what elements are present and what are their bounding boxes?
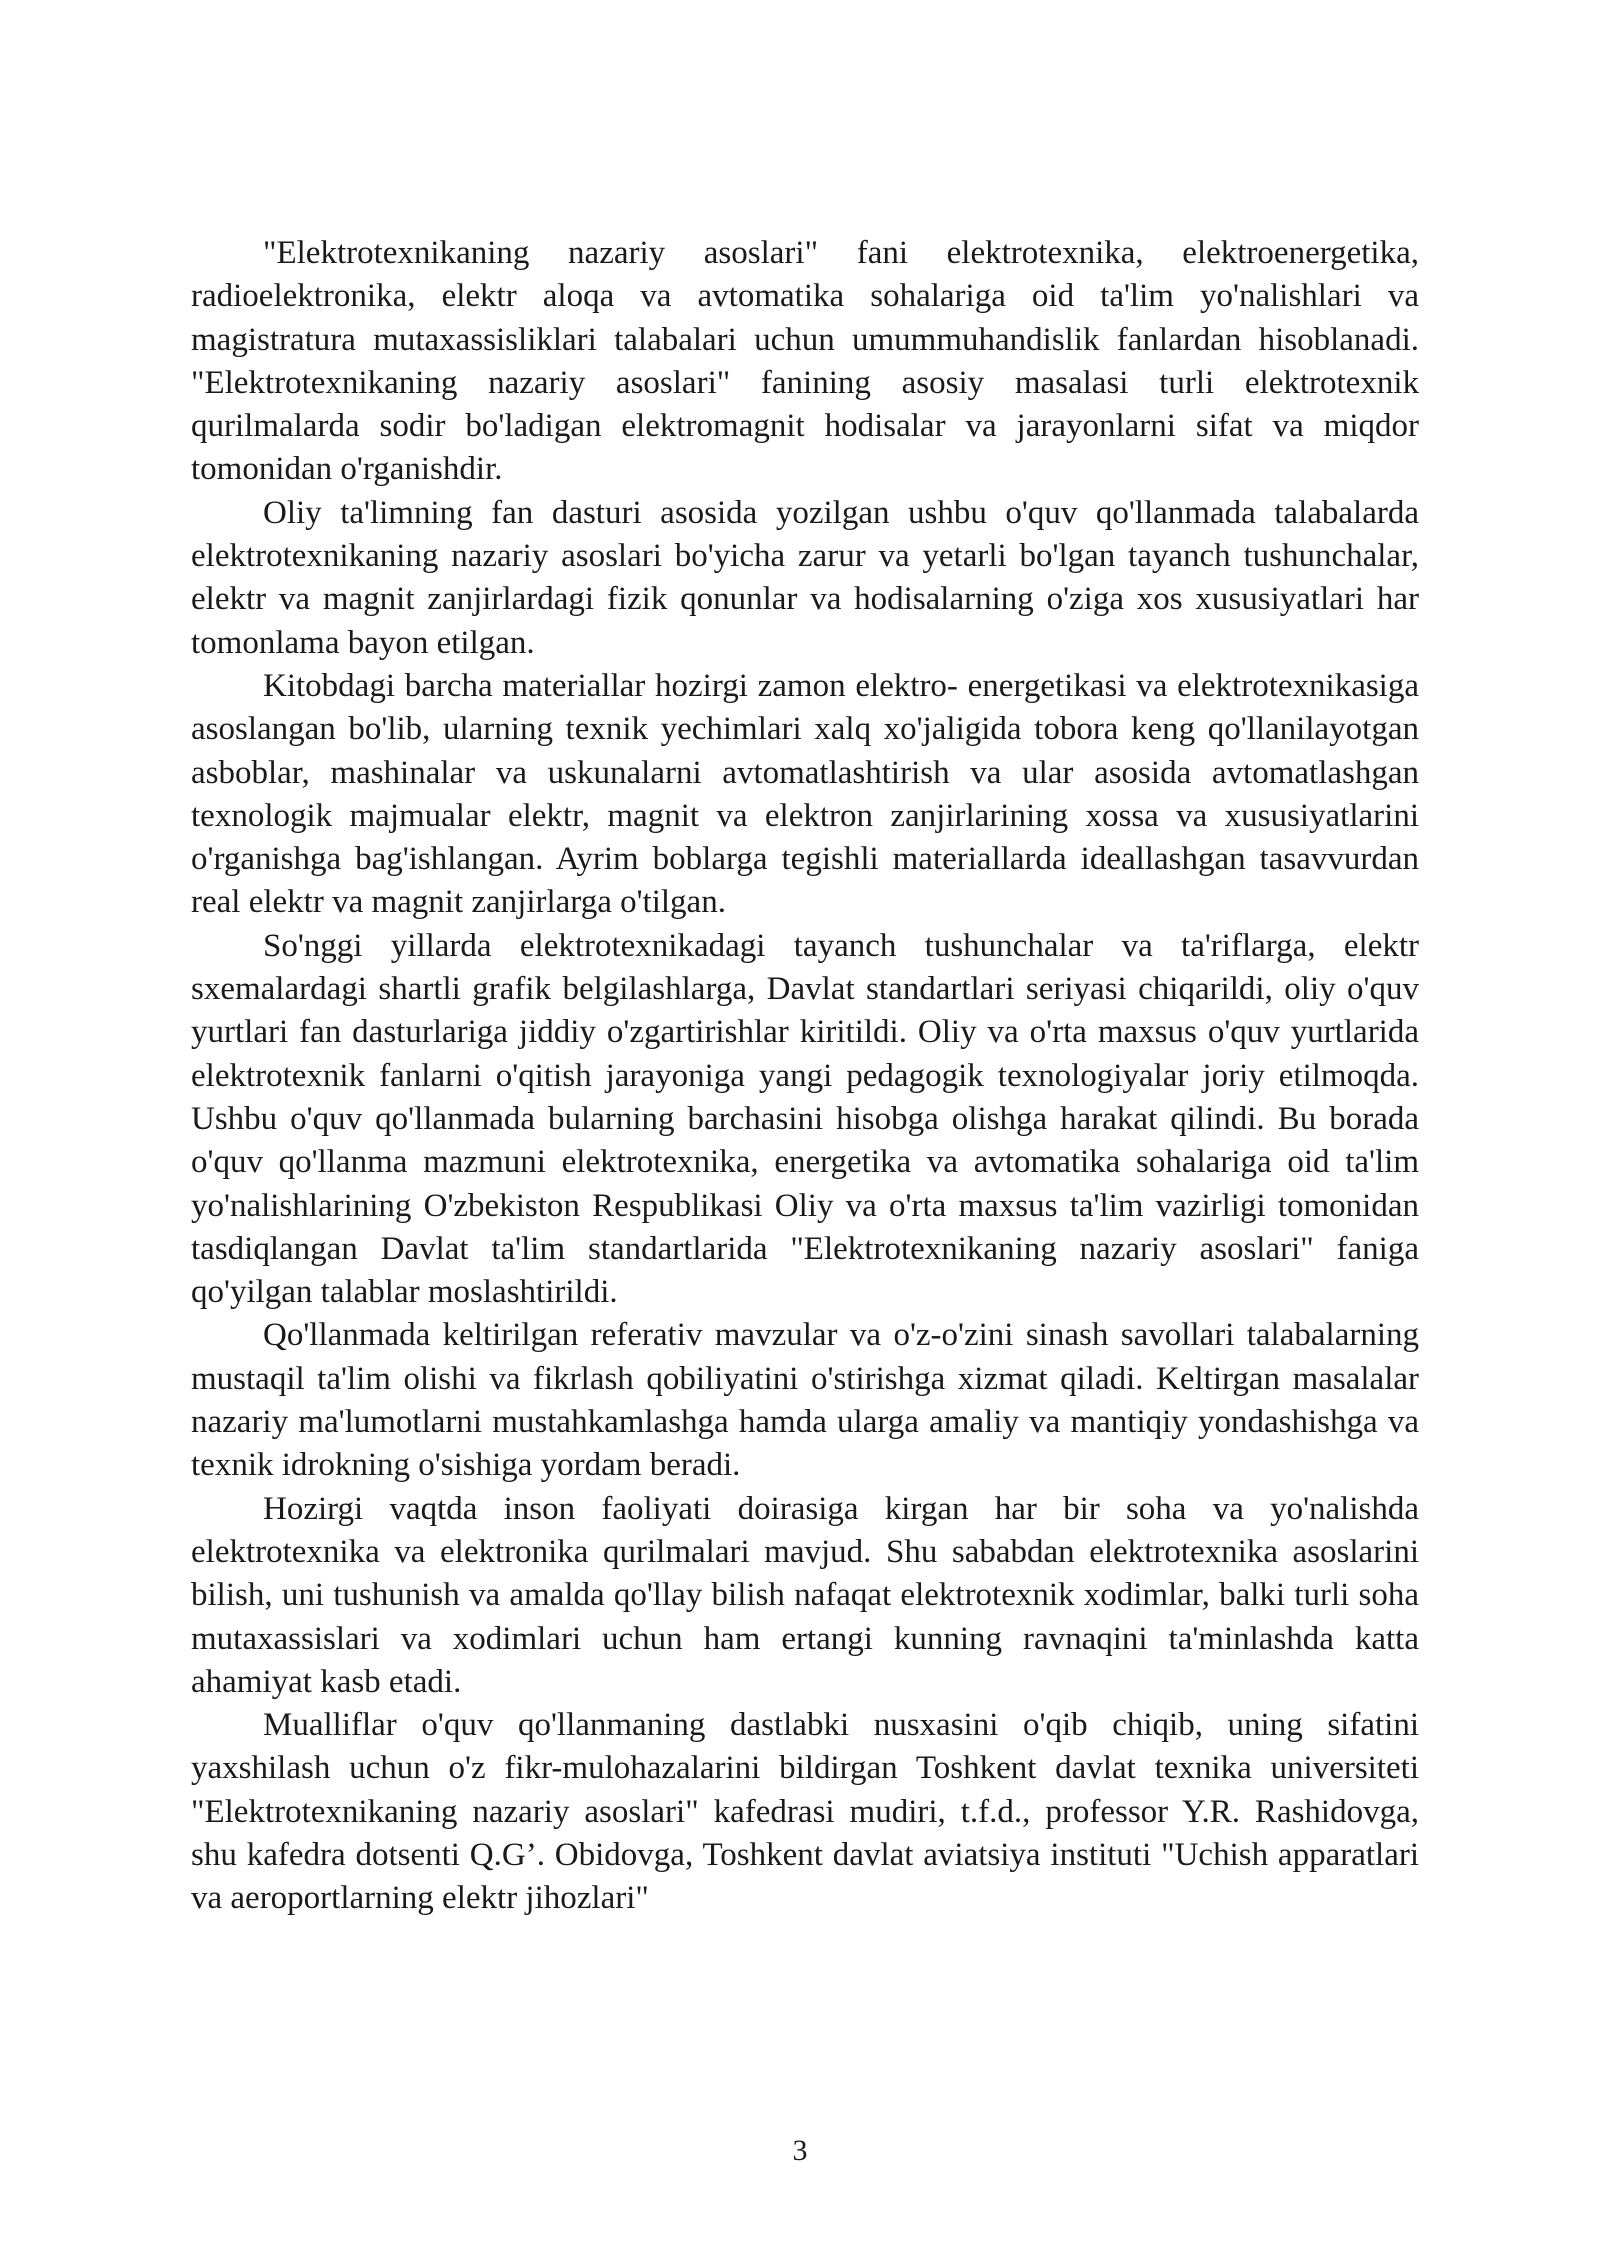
body-text: [191, 232, 1419, 1921]
paragraph-5: Qo'llanmada keltirilgan referativ mavzular va o'z-o'zini sinash savollari talabalarning mustaqil ta'lim olishi va fikrlash qobiliyatini o'stirishga xizmat qiladi. Keltirgan masalalar nazariy ma'lumotlarni mustahkamlashga hamda ularga amaliy va mantiqiy yondashishga va texnik idrokning o'sishiga yordam beradi.: [191, 1317, 1419, 1484]
paragraph-2: Oliy ta'limning fan dasturi asosida yozilgan ushbu o'quv qo'llanmada talabalarda elektrotexnikaning nazariy asoslari bo'yicha zarur va yetarli bo'lgan tayanch tushunchalar, elektr va magnit zanjirlardagi fizik qonunlar va hodisalarning o'ziga xos xususiyatlari har tomonlama bayon etilgan.: [191, 494, 1419, 661]
paragraph-1: "Elektrotexnikaning nazariy asoslari" fani elektrotexnika, elektroenergetika, radioelektronika, elektr aloqa va avtomatika sohalariga oid ta'lim yo'nalishlari va magistratura mutaxassisliklari talabalari uchun umummuhandislik fanlardan hisoblanadi. "Elektrotexnikaning nazariy asoslari" fanining asosiy masalasi turli elektrotexnik qurilmalarda sodir bo'ladigan elektromagnit hodisalar va jarayonlarni sifat va miqdor tomonidan o'rganishdir.: [191, 235, 1419, 488]
paragraph-6: Hozirgi vaqtda inson faoliyati doirasiga kirgan har bir soha va yo'nalishda elektrotexnika va elektronika qurilmalari mavjud. Shu sababdan elektrotexnika asoslarini bilish, uni tushunish va amalda qo'llay bilish nafaqat elektrotexnik xodimlar, balki turli soha mutaxassislari va xodimlari uchun ham ertangi kunning ravnaqini ta'minlashda katta ahamiyat kasb etadi.: [191, 1490, 1419, 1700]
paragraph-4: So'nggi yillarda elektrotexnikadagi tayanch tushunchalar va ta'riflarga, elektr sxemalardagi shartli grafik belgilashlarga, Davlat standartlari seriyasi chiqarildi, oliy o'quv yurtlari fan dasturlariga jiddiy o'zgartirishlar kiritildi. Oliy va o'rta maxsus o'quv yurtlarida elektrotexnik fanlarni o'qitish jarayoniga yangi pedagogik texnologiyalar joriy etilmoqda. Ushbu o'quv qo'llanmada bularning barchasini hisobga olishga harakat qilindi. Bu borada o'quv qo'llanma mazmuni elektrotexnika, energetika va avtomatika sohalariga oid ta'lim yo'nalishlarining O'zbekiston Respublikasi Oliy va o'rta maxsus ta'lim vazirligi tomonidan tasdiqlangan Davlat ta'lim standartlarida "Elektrotexnikaning nazariy asoslari" faniga qo'yilgan talablar moslashtirildi.: [191, 927, 1419, 1311]
page-number: 3: [792, 2134, 808, 2167]
paragraph-7: Mualliflar o'quv qo'llanmaning dastlabki nusxasini o'qib chiqib, uning sifatini yaxshilash uchun o'z fikr-mulohazalarini bildirgan Toshkent davlat texnika universiteti "Elektrotexnikaning nazariy asoslari" kafedrasi mudiri, t.f.d., professor Y.R. Rashidovga, shu kafedra dotsenti Q.G’. Obidovga, Toshkent davlat aviatsiya instituti "Uchish apparatlari va aeroportlarning elektr jihozlari": [191, 1707, 1419, 1917]
paragraph-3: Kitobdagi barcha materiallar hozirgi zamon elektro- energetikasi va elektrotexnikasiga asoslangan bo'lib, ularning texnik yechimlari xalq xo'jaligida tobora keng qo'llanilayotgan asboblar, mashinalar va uskunalarni avtomatlashtirish va ular asosida avtomatlashgan texnologik majmualar elektr, magnit va elektron zanjirlarining xossa va xususiyatlarini o'rganishga bag'ishlangan. Ayrim boblarga tegishli materiallarda ideallashgan tasavvurdan real elektr va magnit zanjirlarga o'tilgan.: [191, 667, 1419, 921]
